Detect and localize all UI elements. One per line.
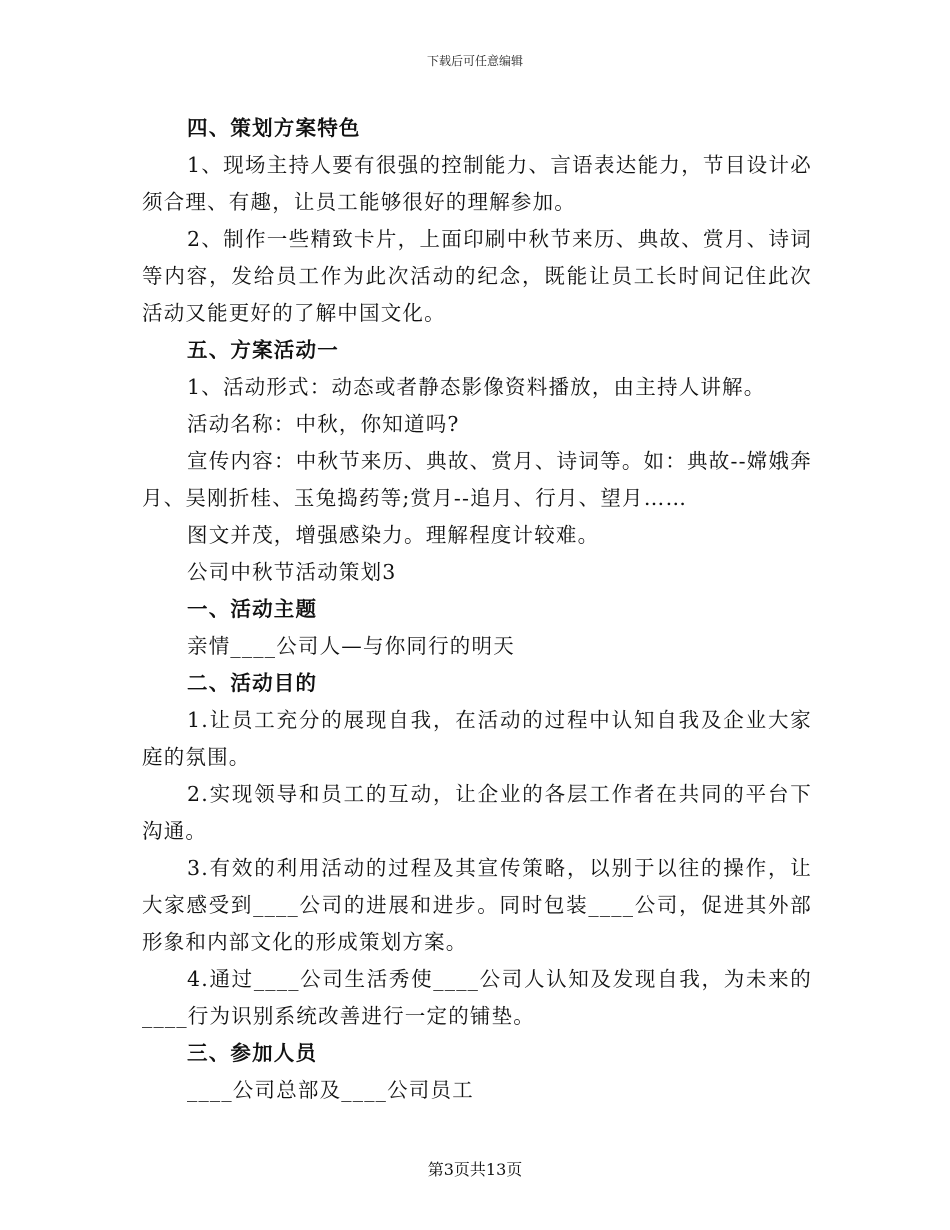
- document-subtitle: 公司中秋节活动策划3: [187, 560, 397, 584]
- section-heading-theme: 一、活动主题: [187, 597, 318, 621]
- paragraph: 2.实现领导和员工的互动，让企业的各层工作者在共同的平台下沟通。: [142, 782, 812, 843]
- section-heading-features: 四、策划方案特色: [187, 116, 361, 140]
- paragraph: ____公司总部及____公司员工: [187, 1078, 474, 1102]
- paragraph: 图文并茂，增强感染力。理解程度计较难。: [187, 523, 600, 547]
- paragraph: 1.让员工充分的展现自我，在活动的过程中认知自我及企业大家庭的氛围。: [142, 708, 812, 769]
- page-number: 第3页共13页: [427, 1160, 523, 1179]
- paragraph: 宣传内容：中秋节来历、典故、赏月、诗词等。如：典故--嫦娥奔月、吴刚折桂、玉兔捣药等;赏月--追月、行月、望月……: [142, 449, 812, 510]
- paragraph: 4.通过____公司生活秀使____公司人认知及发现自我，为未来的____行为识别系统改善进行一定的铺垫。: [142, 967, 812, 1028]
- section-heading-activity-one: 五、方案活动一: [187, 338, 339, 362]
- section-heading-purpose: 二、活动目的: [187, 671, 318, 695]
- paragraph: 活动名称：中秋，你知道吗?: [187, 412, 460, 436]
- paragraph: 3.有效的利用活动的过程及其宣传策略，以别于以往的操作，让大家感受到____公司的进展和进步。同时包装____公司，促进其外部形象和内部文化的形成策划方案。: [142, 856, 812, 954]
- document-body: [142, 110, 812, 1109]
- paragraph: 亲情____公司人—与你同行的明天: [187, 634, 515, 658]
- section-heading-participants: 三、参加人员: [187, 1041, 318, 1065]
- paragraph: 2、制作一些精致卡片，上面印刷中秋节来历、典故、赏月、诗词等内容，发给员工作为此次活动的纪念，既能让员工长时间记住此次活动又能更好的了解中国文化。: [142, 227, 812, 325]
- page-header: 下载后可任意编辑: [426, 54, 523, 68]
- paragraph: 1、活动形式：动态或者静态影像资料播放，由主持人讲解。: [187, 375, 766, 399]
- paragraph: 1、现场主持人要有很强的控制能力、言语表达能力，节目设计必须合理、有趣，让员工能够很好的理解参加。: [142, 153, 812, 214]
